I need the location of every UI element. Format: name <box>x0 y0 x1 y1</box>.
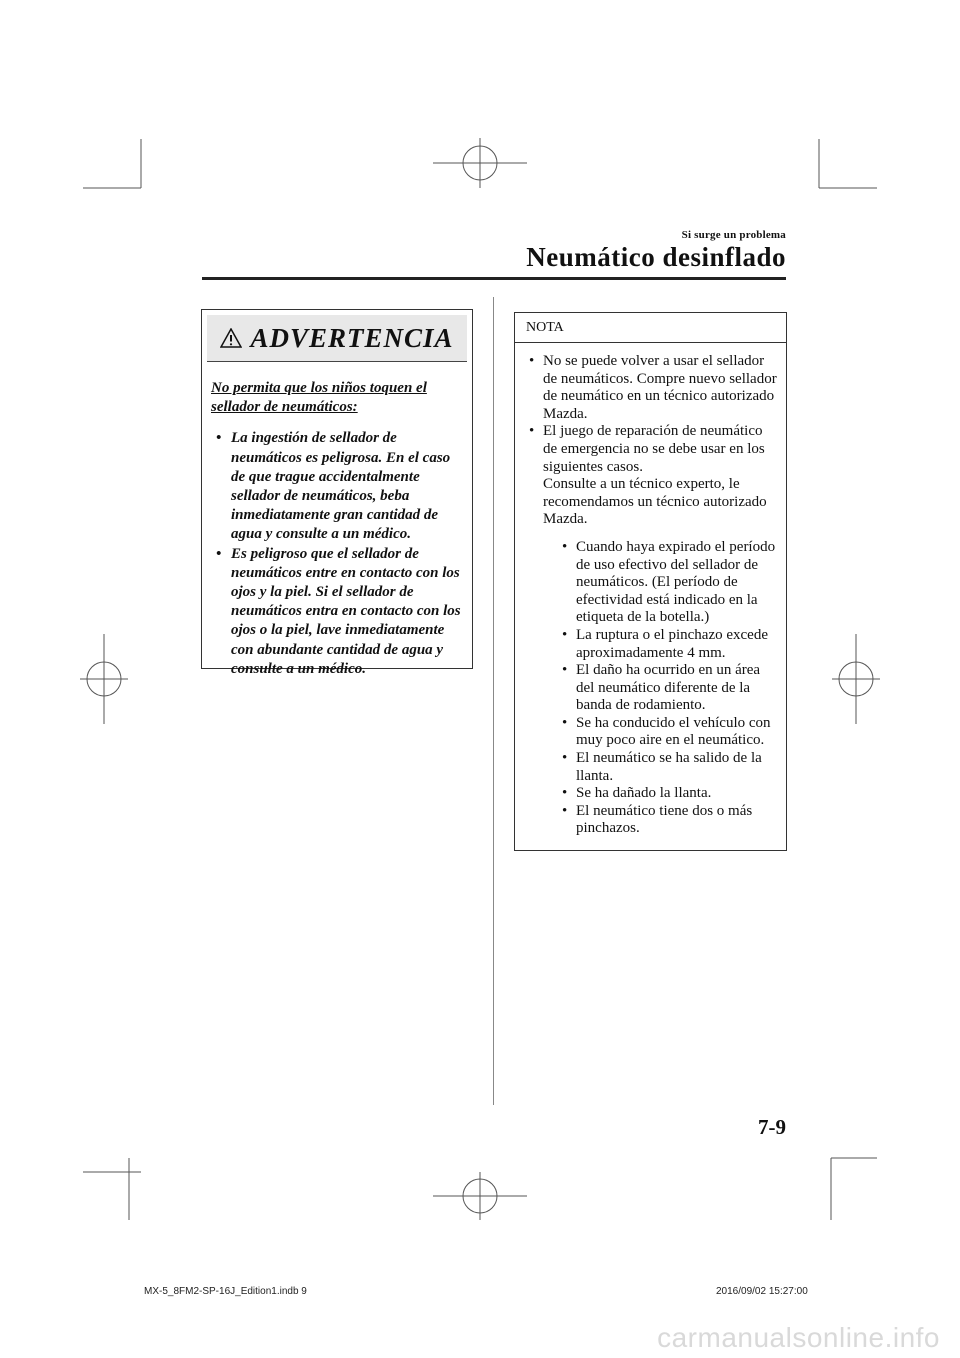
note-sub-item: • Se ha conducido el vehículo con muy poco aire en el neumático. <box>562 714 771 749</box>
note-item: • El juego de reparación de neumático de emergencia no se debe usar en los siguientes casos. Consulte a un técnico experto, le recomendamos un técnico autorizado Mazda. • Cuando haya expirado el período de uso efectivo del sellador de neumáticos. (El período de efectividad está indicado en la etiqueta de la botella.) • La ruptura o el pinchazo excede aproximadamente 4 mm. • El daño ha ocurrido en un área del neumático diferente de la banda de rodamiento. • Se ha conducido el vehículo con muy poco aire en el neumático. • El neumático se ha salido de la llanta. • Se ha dañado la llanta. • El neumático tiene dos o más pinchazos. <box>526 423 778 838</box>
bullet: • <box>562 785 568 802</box>
warning-list <box>211 429 462 679</box>
bullet: • <box>562 714 568 731</box>
bullet: • <box>562 802 568 819</box>
note-title: NOTA <box>515 313 786 343</box>
note-body <box>515 343 786 838</box>
footer-timestamp: 2016/09/02 15:27:00 <box>716 1286 808 1297</box>
warning-header <box>207 315 467 362</box>
note-sub-item: • El daño ha ocurrido en un área del neumático diferente de la banda de rodamiento. <box>562 662 761 714</box>
bullet: • <box>529 423 535 440</box>
note-sub-list <box>543 539 778 838</box>
bullet: • <box>562 750 568 767</box>
warning-item: • La ingestión de sellador de neumáticos es peligrosa. En el caso de que trague accidentalmente sellador de neumáticos, beba inmediatamente gran cantidad de agua y consulte a un médico. <box>216 430 451 543</box>
note-sub-item: • La ruptura o el pinchazo excede aproximadamente 4 mm. <box>562 626 768 661</box>
column-divider <box>493 297 494 1105</box>
warning-item: • Es peligroso que el sellador de neumáticos entre en contacto con los ojos y la piel. Si el sellador de neumáticos entra en contacto con los ojos o la piel, lave inmediatamente con abundante cantidad de agua y consulte a un médico. <box>216 545 461 677</box>
note-sub-item: • El neumático tiene dos o más pinchazos. <box>562 802 753 837</box>
section-label: Si surge un problema <box>681 229 786 241</box>
page-title: Neumático desinflado <box>526 242 786 272</box>
warning-title: ADVERTENCIA <box>250 322 454 353</box>
bullet: • <box>562 662 568 679</box>
warning-intro: No permita que los niños toquen el sellador de neumáticos: <box>211 380 427 416</box>
bullet: • <box>562 538 568 555</box>
bullet: • <box>529 353 535 369</box>
footer-file-info: MX-5_8FM2-SP-16J_Edition1.indb 9 <box>144 1286 307 1297</box>
watermark: carmanualsonline.info <box>657 1322 940 1353</box>
note-list <box>526 353 778 838</box>
note-sub-item: • El neumático se ha salido de la llanta. <box>562 750 762 784</box>
note-item: • No se puede volver a usar el sellador de neumáticos. Compre nuevo sellador de neumático en un técnico autorizado Mazda. <box>529 353 777 422</box>
page-number: 7-9 <box>758 1115 786 1139</box>
header-rule <box>202 277 786 280</box>
note-box <box>514 312 787 851</box>
warning-box <box>201 309 473 677</box>
note-sub-item: • Se ha dañado la llanta. <box>562 785 712 802</box>
bullet: • <box>562 626 568 643</box>
bullet: • <box>216 545 222 562</box>
bullet: • <box>216 430 222 447</box>
note-followup: Consulte a un técnico experto, le recomendamos un técnico autorizado Mazda. <box>543 476 767 528</box>
warning-triangle-icon <box>220 328 242 348</box>
note-sub-item: • Cuando haya expirado el período de uso efectivo del sellador de neumáticos. (El período de efectividad está indicado en la etiqueta de la botella.) <box>562 538 776 626</box>
warning-body <box>202 367 472 679</box>
